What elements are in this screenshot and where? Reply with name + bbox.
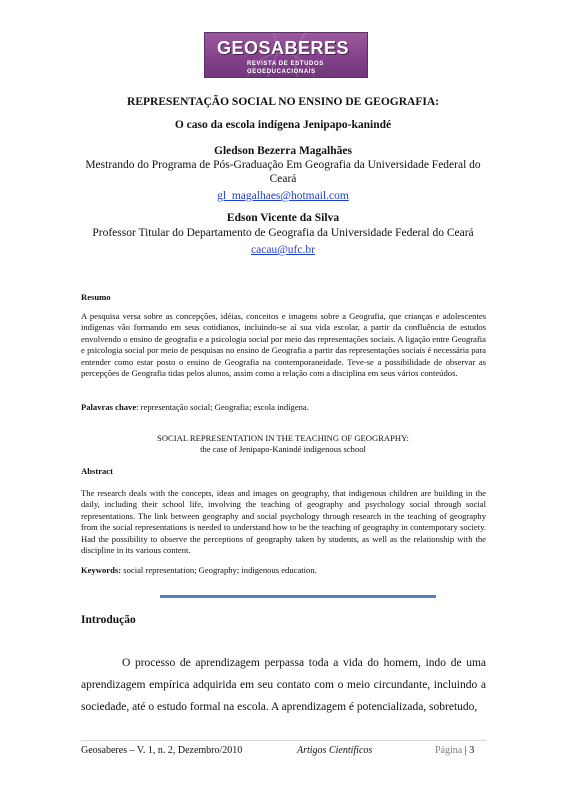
abstract-text: The research deals with the concepts, ideas and images on geography, that indigenous children are building in the daily, including their school life, involving the teaching of geography and psychology social through social representations. The link between geography and social psychology through research in the teaching of geography from the social representations is needed to understand how to be the teaching of geography in contemporary society. Had the possibility to observe the perceptions of geography taken by students, as well as the relationship with the discipline in its various content.: [81, 488, 486, 556]
author-email-link[interactable]: gl_magalhaes@hotmail.com: [217, 190, 349, 202]
article-title: REPRESENTAÇÃO SOCIAL NO ENSINO DE GEOGRAFIA:: [127, 96, 439, 108]
author-affiliation: Professor Titular do Departamento de Geografia da Universidade Federal do Ceará: [92, 227, 474, 239]
keywords-label: Keywords:: [81, 565, 122, 575]
journal-banner-logo: [204, 32, 368, 78]
footer-rule: [81, 740, 486, 741]
banner-subtitle: GEOEDUCACIONAIS: [247, 69, 316, 75]
abstract-heading: Abstract: [81, 466, 113, 476]
abstract-title: SOCIAL REPRESENTATION IN THE TEACHING OF GEOGRAPHY:: [157, 433, 409, 443]
introduction-paragraph: O processo de aprendizagem perpassa toda a vida do homem, indo de uma aprendizagem empírica adquirida em seu contato com o meio circundante, incluindo a sociedade, até o estudo formal na escola. A aprendizagem é potencializada, sobretudo,: [81, 657, 486, 713]
footer-section: Artigos Científicos: [297, 745, 373, 756]
footer-page: [435, 745, 474, 756]
footer-citation: Geosaberes – V. 1, n. 2, Dezembro/2010: [81, 745, 243, 756]
page-separator: |: [462, 745, 470, 756]
section-divider: [160, 595, 436, 598]
banner-subtitle: REVISTA DE ESTUDOS: [247, 61, 324, 67]
author-affiliation: Ceará: [269, 173, 297, 185]
keywords-value: : representação social; Geografia; escola indígena.: [136, 402, 309, 412]
introduction-text: [81, 652, 486, 718]
author-affiliation: Mestrando do Programa de Pós-Graduação Em Geografia da Universidade Federal do: [85, 159, 481, 171]
author-name: Gledson Bezerra Magalhães: [214, 145, 352, 157]
resumo-text: A pesquisa versa sobre as concepções, idéias, conceitos e imagens sobre a Geografia, que crianças e adolescentes indígenas vão formando em seus cotidianos, incluindo-se aí sua vida escolar, a partir da confluência de estudos envolvendo o ensino de geografia e a psicologia social por meio das representações sociais. A ligação entre Geografia e psicologia social por meio de pesquisas no ensino de Geografia a partir das representações sociais é necessária para entender como estar posto o ensino de Geografia na contemporaneidade. Teve-se a possibilidade de observar as percepções de Geografia tidas pelos alunos, assim como a relação com a disciplina em seus vários conteúdos.: [81, 311, 486, 379]
abstract-subtitle: the case of Jenipapo-Kanindé indigenous school: [200, 444, 366, 454]
page-number: 3: [469, 745, 475, 756]
page-label: Página: [435, 745, 463, 756]
resumo-heading: Resumo: [81, 292, 111, 302]
author-name: Edson Vicente da Silva: [226, 212, 340, 224]
article-subtitle: O caso da escola indígena Jenipapo-kanindé: [174, 119, 392, 131]
abstract-keywords: [81, 565, 486, 576]
keywords-value: social representation; Geography; indigenous education.: [121, 565, 317, 575]
introduction-heading: Introdução: [81, 614, 136, 626]
keywords-label: Palavras chave: [81, 402, 137, 412]
author-email-link[interactable]: cacau@ufc.br: [251, 244, 315, 256]
resumo-keywords: [81, 402, 486, 413]
banner-title: GEOSABERES: [217, 38, 350, 58]
